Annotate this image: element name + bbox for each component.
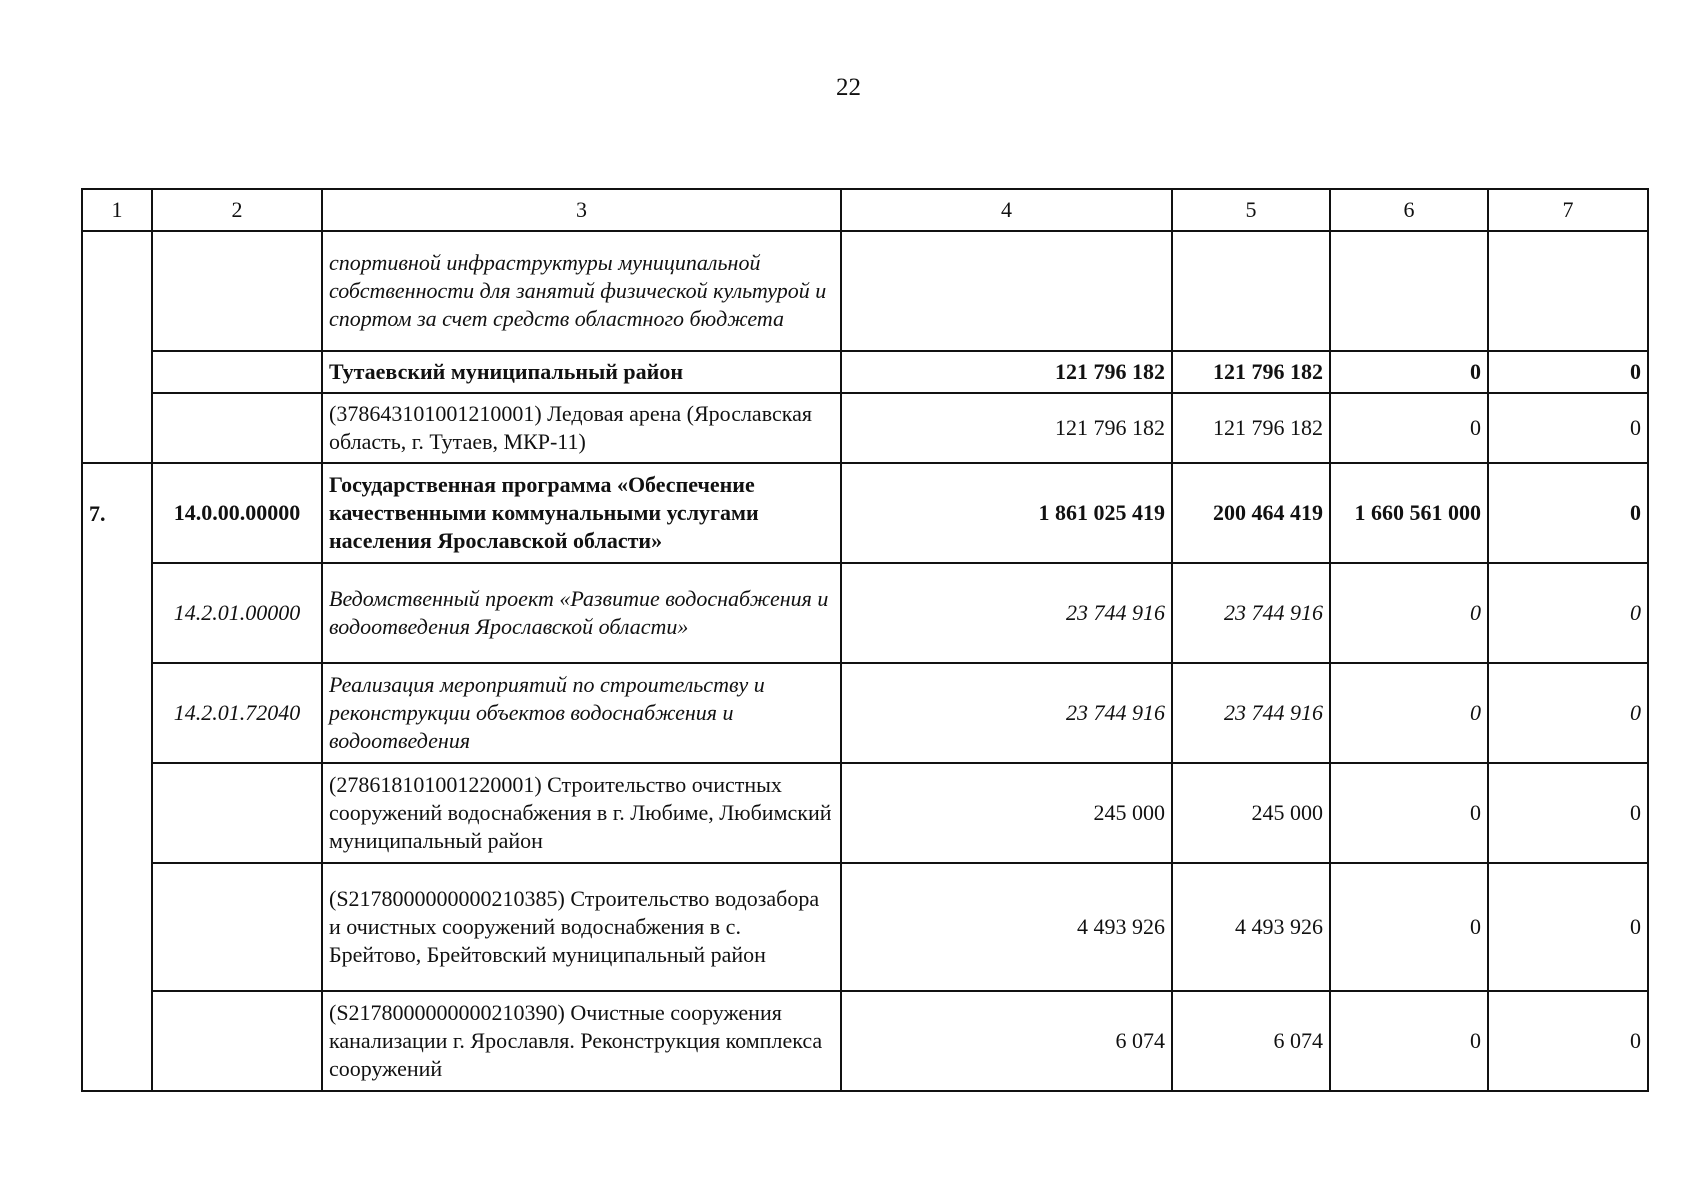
- amount-total-cell: 4 493 926: [841, 863, 1172, 991]
- amount-col5-cell: 23 744 916: [1172, 563, 1330, 663]
- amount-col5-cell: 121 796 182: [1172, 351, 1330, 393]
- code-cell: [152, 231, 322, 351]
- amount-col5-cell: 23 744 916: [1172, 663, 1330, 763]
- row-number-cell: [82, 231, 152, 351]
- amount-col6-cell: [1330, 231, 1488, 351]
- name-cell: спортивной инфраструктуры муниципальной собственности для занятий физической культурой и спортом за счет средств областного бюджета: [322, 231, 841, 351]
- amount-col7-cell: 0: [1488, 763, 1648, 863]
- column-header: 5: [1172, 189, 1330, 231]
- amount-total-cell: 121 796 182: [841, 351, 1172, 393]
- amount-col6-cell: 0: [1330, 351, 1488, 393]
- amount-col5-cell: 121 796 182: [1172, 393, 1330, 463]
- amount-total-cell: [841, 231, 1172, 351]
- amount-total-cell: 245 000: [841, 763, 1172, 863]
- amount-col7-cell: 0: [1488, 563, 1648, 663]
- amount-col5-cell: 200 464 419: [1172, 463, 1330, 563]
- code-cell: [152, 393, 322, 463]
- amount-total-cell: 23 744 916: [841, 563, 1172, 663]
- code-cell: [152, 351, 322, 393]
- row-number-cell: [82, 351, 152, 393]
- table-row: [82, 393, 1648, 463]
- code-cell: 14.0.00.00000: [152, 463, 322, 563]
- column-header: 1: [82, 189, 152, 231]
- amount-total-cell: 23 744 916: [841, 663, 1172, 763]
- table-header-row: [82, 189, 1648, 231]
- budget-table: [81, 188, 1649, 1092]
- column-header: 6: [1330, 189, 1488, 231]
- code-cell: [152, 863, 322, 991]
- amount-col7-cell: 0: [1488, 663, 1648, 763]
- row-number-cell: [82, 763, 152, 863]
- name-cell: (378643101001210001) Ледовая арена (Ярославская область, г. Тутаев, МКР-11): [322, 393, 841, 463]
- name-cell: (278618101001220001) Строительство очистных сооружений водоснабжения в г. Любиме, Любимский муниципальный район: [322, 763, 841, 863]
- amount-col7-cell: 0: [1488, 351, 1648, 393]
- table-row: [82, 463, 1648, 563]
- table-row: [82, 763, 1648, 863]
- amount-col7-cell: 0: [1488, 991, 1648, 1091]
- name-cell: Ведомственный проект «Развитие водоснабжения и водоотведения Ярославской области»: [322, 563, 841, 663]
- amount-col6-cell: 0: [1330, 991, 1488, 1091]
- row-number-cell: 7.: [82, 463, 152, 563]
- column-header: 3: [322, 189, 841, 231]
- amount-col7-cell: 0: [1488, 463, 1648, 563]
- name-cell: Государственная программа «Обеспечение качественными коммунальными услугами населения Ярославской области»: [322, 463, 841, 563]
- amount-col5-cell: 4 493 926: [1172, 863, 1330, 991]
- amount-total-cell: 121 796 182: [841, 393, 1172, 463]
- table-row: [82, 351, 1648, 393]
- amount-col6-cell: 0: [1330, 763, 1488, 863]
- code-cell: 14.2.01.72040: [152, 663, 322, 763]
- amount-total-cell: 1 861 025 419: [841, 463, 1172, 563]
- row-number-cell: [82, 563, 152, 663]
- row-number-cell: [82, 393, 152, 463]
- column-header: 4: [841, 189, 1172, 231]
- amount-col7-cell: 0: [1488, 863, 1648, 991]
- amount-col5-cell: [1172, 231, 1330, 351]
- name-cell: Тутаевский муниципальный район: [322, 351, 841, 393]
- amount-col7-cell: [1488, 231, 1648, 351]
- row-number-cell: [82, 863, 152, 991]
- table-row: [82, 991, 1648, 1091]
- amount-total-cell: 6 074: [841, 991, 1172, 1091]
- amount-col6-cell: 0: [1330, 393, 1488, 463]
- amount-col6-cell: 0: [1330, 863, 1488, 991]
- amount-col5-cell: 6 074: [1172, 991, 1330, 1091]
- code-cell: 14.2.01.00000: [152, 563, 322, 663]
- table-row: [82, 663, 1648, 763]
- table-row: [82, 563, 1648, 663]
- name-cell: (S2178000000000210390) Очистные сооружения канализации г. Ярославля. Реконструкция комплекса сооружений: [322, 991, 841, 1091]
- column-header: 7: [1488, 189, 1648, 231]
- amount-col6-cell: 1 660 561 000: [1330, 463, 1488, 563]
- page-number: 22: [836, 74, 861, 101]
- row-number-cell: [82, 991, 152, 1091]
- amount-col6-cell: 0: [1330, 563, 1488, 663]
- column-header: 2: [152, 189, 322, 231]
- table-row: [82, 231, 1648, 351]
- amount-col7-cell: 0: [1488, 393, 1648, 463]
- code-cell: [152, 991, 322, 1091]
- amount-col6-cell: 0: [1330, 663, 1488, 763]
- name-cell: Реализация мероприятий по строительству и реконструкции объектов водоснабжения и водоотведения: [322, 663, 841, 763]
- table-row: [82, 863, 1648, 991]
- name-cell: (S2178000000000210385) Строительство водозабора и очистных сооружений водоснабжения в с. Брейтово, Брейтовский муниципальный район: [322, 863, 841, 991]
- code-cell: [152, 763, 322, 863]
- amount-col5-cell: 245 000: [1172, 763, 1330, 863]
- row-number-cell: [82, 663, 152, 763]
